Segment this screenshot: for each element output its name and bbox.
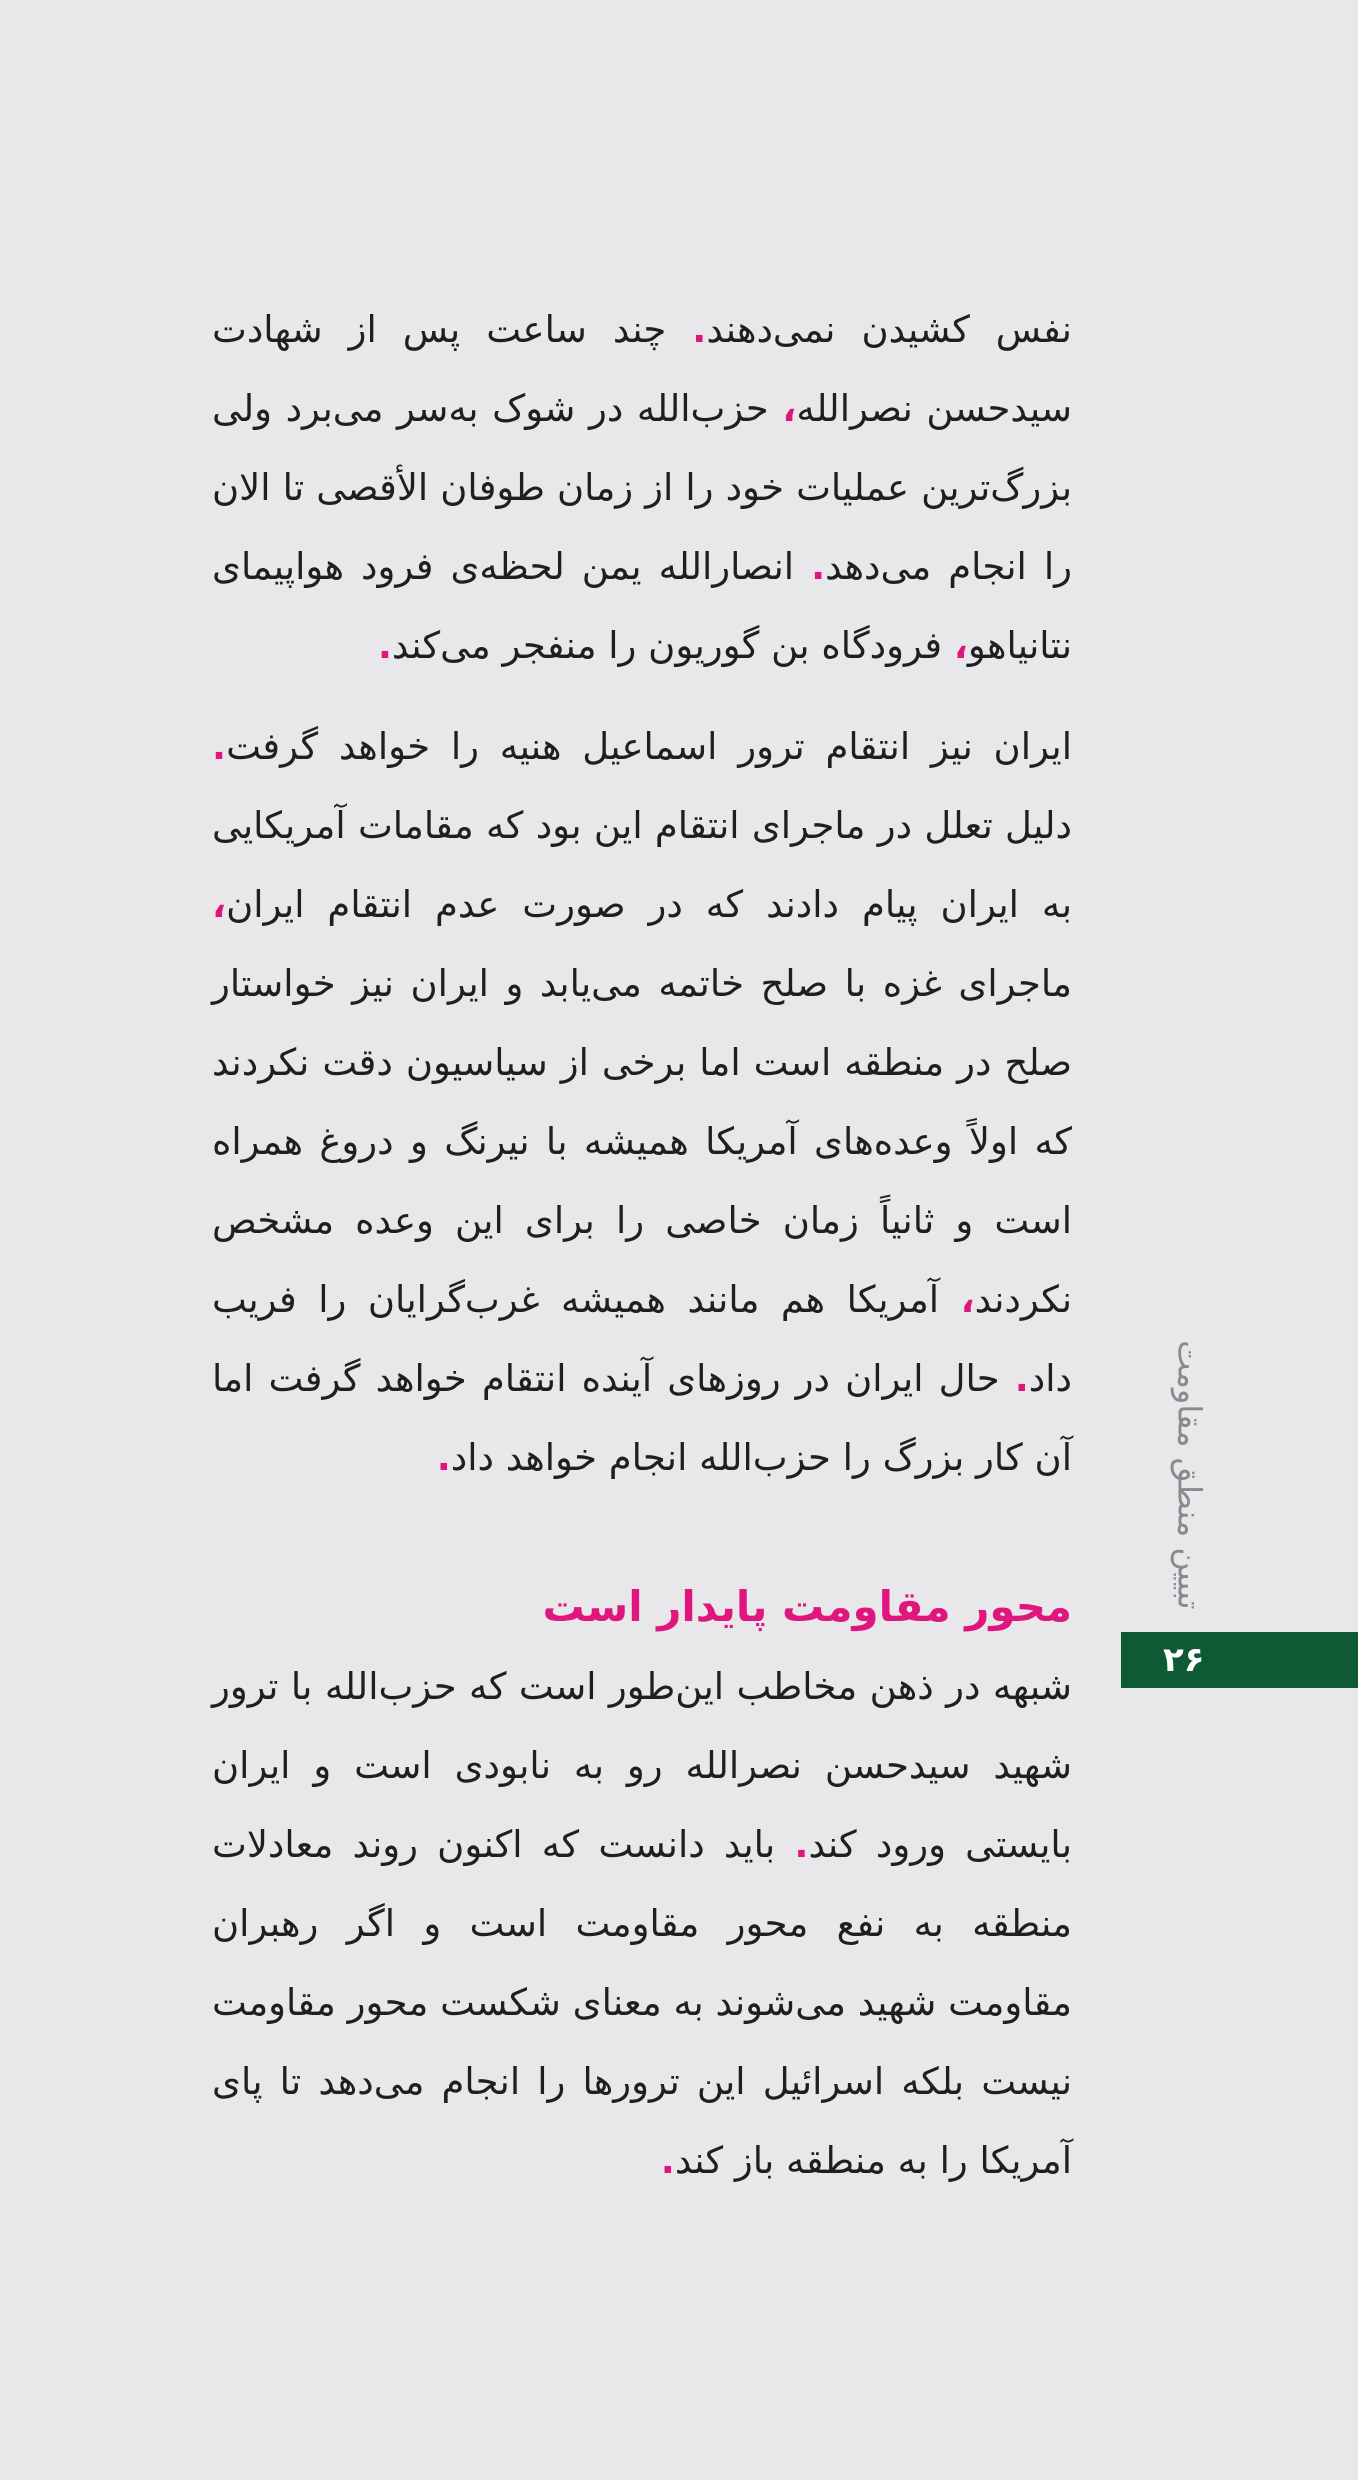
sentence: حزب‌الله در شوک به‌سر می‌برد ولی بزرگ‌ترین عملیات خود را از زمان طوفان الأقصی تا الان را انجام می‌دهد.: [212, 387, 1072, 588]
punctuation-mark: .: [1014, 1357, 1029, 1400]
paragraph-3: [212, 1647, 1072, 2200]
sentence: انصارالله یمن لحظه‌ی فرود هواپیمای نتانیاهو،: [212, 545, 1072, 667]
section-heading: محور مقاومت پایدار است: [542, 1582, 1072, 1631]
sentence: فرودگاه بن گوریون را منفجر می‌کند.: [377, 624, 954, 667]
punctuation-mark: .: [212, 725, 227, 768]
paragraph-2: [212, 707, 1072, 1497]
running-title-text: تبیین منطق مقاومت: [1171, 1340, 1209, 1610]
body-text-column: [212, 290, 1072, 2200]
page-number: ۲۶: [1163, 1640, 1205, 1680]
sentence: نفس کشیدن نمی‌دهند.: [692, 308, 1072, 351]
punctuation-mark: .: [811, 545, 826, 588]
punctuation-mark: ،: [212, 883, 227, 926]
sentence: حال ایران در روزهای آینده انتقام خواهد گرفت اما آن کار بزرگ را حزب‌الله انجام خواهد داد.: [212, 1357, 1072, 1479]
sentence: باید دانست که اکنون روند معادلات منطقه به نفع محور مقاومت است و اگر رهبران مقاومت شهید می‌شوند به معنای شکست محور مقاومت نیست بلکه اسرائیل این ترورها را انجام می‌دهد تا پای آمریکا را به منطقه باز کند.: [212, 1823, 1072, 2182]
punctuation-mark: .: [660, 2139, 675, 2182]
punctuation-mark: .: [794, 1823, 809, 1866]
punctuation-mark: .: [436, 1436, 451, 1479]
punctuation-mark: ،: [782, 387, 797, 430]
sentence: شبهه در ذهن مخاطب این‌طور است که حزب‌الله با ترور شهید سیدحسن نصرالله رو به نابودی است و ایران بایستی ورود کند.: [212, 1665, 1073, 1866]
punctuation-mark: ،: [960, 1278, 975, 1321]
page-number-tab: [1121, 1632, 1358, 1688]
running-title: [1160, 1340, 1220, 1610]
punctuation-mark: .: [377, 624, 392, 667]
sentence: چند ساعت پس از شهادت سیدحسن نصرالله،: [212, 308, 1072, 430]
punctuation-mark: ،: [953, 624, 968, 667]
paragraph-1: [212, 290, 1072, 685]
punctuation-mark: .: [692, 308, 707, 351]
sentence: آمریکا هم مانند همیشه غرب‌گرایان را فریب داد.: [212, 1278, 1072, 1400]
sentence: دلیل تعلل در ماجرای انتقام این بود که مقامات آمریکایی به ایران پیام دادند که در صورت عدم انتقام ایران،: [212, 804, 1072, 926]
sentence: ماجرای غزه با صلح خاتمه می‌یابد و ایران نیز خواستار صلح در منطقه است اما برخی از سیاسیون دقت نکردند که اولاً وعده‌های آمریکا همیشه با نیرنگ و دروغ همراه است و ثانیاً زمان خاصی را برای این وعده مشخص نکردند،: [212, 962, 1072, 1321]
sentence: ایران نیز انتقام ترور اسماعیل هنیه را خواهد گرفت.: [212, 725, 1072, 768]
